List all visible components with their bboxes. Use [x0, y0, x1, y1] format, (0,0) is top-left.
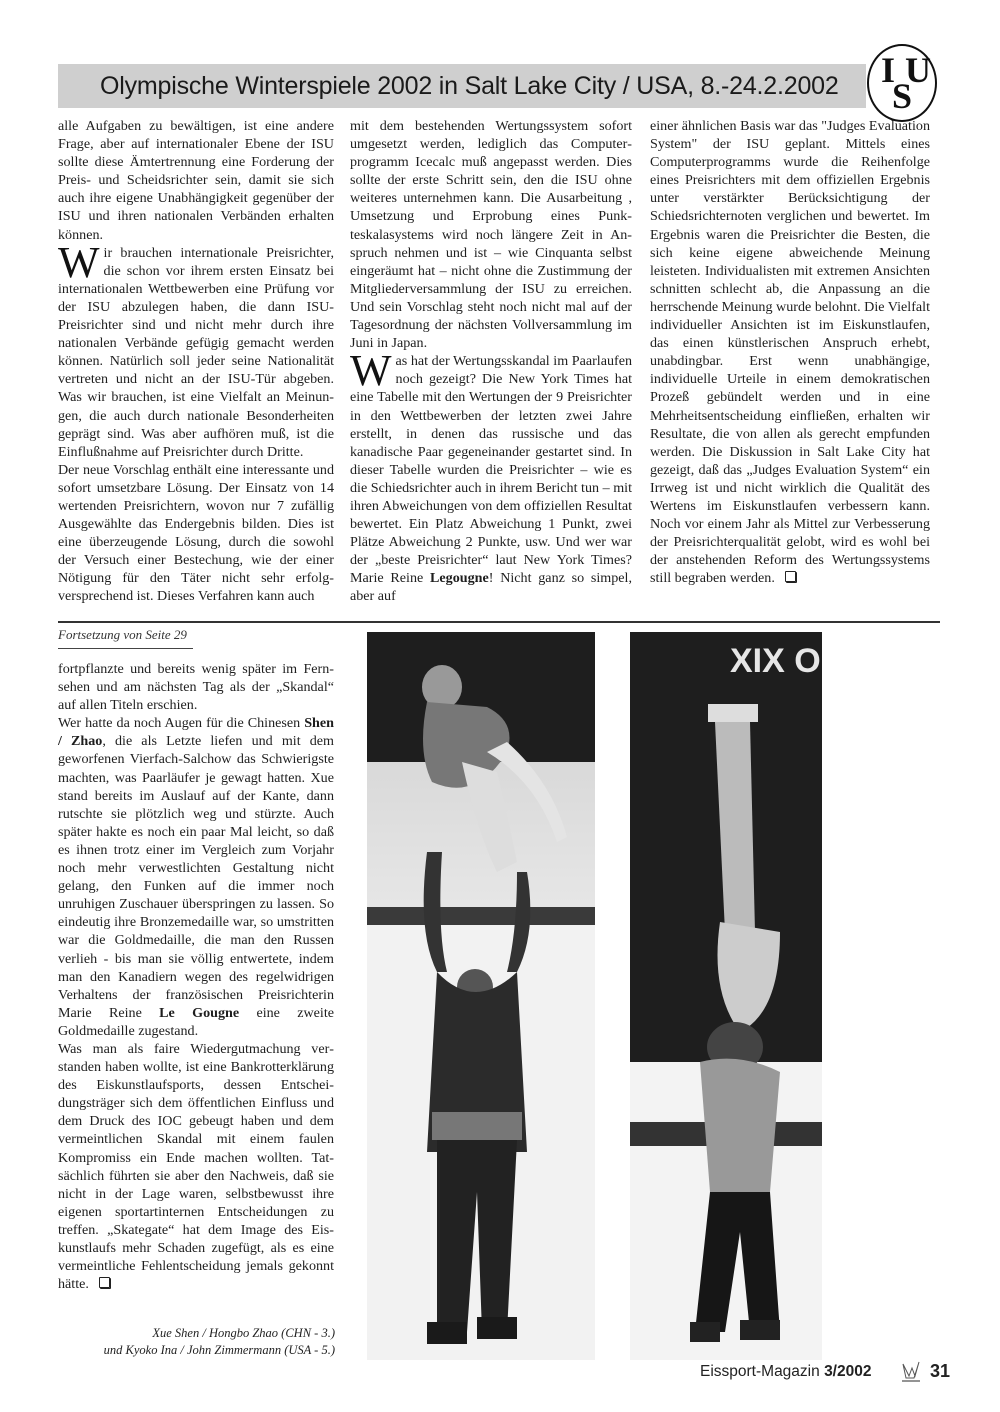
caption-line: und Kyoko Ina / John Zimmermann (USA - 5.): [103, 1343, 335, 1357]
paragraph-text: Wer hatte da noch Augen für die Chinesen: [58, 715, 305, 732]
paragraph: mit dem bestehenden Wertungssystem sofort umgesetzt werden, lediglich das Computerprogramm Icecalc muß angepasst werden. Dies sollte der erste Schritt sein, den die ISU ohne weiteres unternehmen kann. Die Ausarbeitung , Umsetzung und Erprobung eines Punkteskalasystems wird noch längere Zeit in Anspruch nehmen und ist – wie Cinquanta selbst eingeräumt hat – nicht ohne die Zustimmung der Mitgliederversammlung der ISU zu erreichen. Und sein Vorschlag steht noch nicht mal auf der Tagesordnung der nächsten Vollversammlung im Juni in Japan.: [350, 118, 632, 352]
paragraph: [58, 714, 334, 1040]
continuation-underline: [58, 648, 193, 649]
paragraph-text: einer ähnlichen Basis war das "Judges Evaluation System" der ISU geplant. Mittels eines Computerprogramms wurde die Reihenfolge eines Preisrichters mit dem offiziellen Ergebnis unter verstärkter Berücksichtigung der Schiedsrichternoten verglichen und bewertet. Im Ergebnis waren die Preisrichter die Besten, die sich keine eigene abweichende Meinung leisteten. Individualisten mit extremen Ansichten schnitten schlecht ab, die Anpassung an die herrschende Meinung wurde belohnt. Die Vielfalt individueller Ansichten ist im Eiskunstlaufen, das einen künstlerischen Anspruch erhebt, unabdingbar. Erst wenn unabhängige, individuelle Urteile in einem demokratischen Prozeß gebündelt werden und in eine Mehrheitsentscheidung einfließen, erhalten wir Resultate, die von allen als gerecht empfunden werden. Die Diskussion in Salt Lake City hat gezeigt, daß das „Judges Evaluation System“ ein Irrweg ist und nicht wirklich die Qualität des Wertens im Eiskunstlaufen verbessern kann. Noch vor einem Jahr als Mittel zur Verbesserung der Preisrichterqualität gelobt, wird es wohl bei der anstehenden Reform des Wertungssystems still begraben werden.: [650, 118, 930, 587]
magazine-name: Eissport-Magazin: [700, 1363, 820, 1380]
page-footer: [700, 1361, 951, 1381]
article-column-1: [58, 117, 334, 606]
paragraph: [350, 346, 633, 605]
article-column-2: [350, 117, 632, 606]
photo-caption: [60, 1325, 335, 1359]
drop-cap: W: [350, 346, 392, 396]
paragraph-text: ! Nicht ganz so simpel, aber auf: [350, 570, 633, 605]
isu-logo-icon: [867, 44, 937, 122]
paragraph: [650, 117, 930, 587]
paragraph-text: eine zweite Goldmedaille zugestand.: [58, 1004, 335, 1039]
page-title: Olympische Winterspiele 2002 in Salt Lake City / USA, 8.-24.2.2002: [100, 72, 839, 100]
paragraph: [58, 1040, 334, 1293]
caption-line: Xue Shen / Hongbo Zhao (CHN - 3.): [152, 1326, 335, 1340]
paragraph-text: Was man als faire Wiedergutmachung verstanden haben wollte, ist eine Bankrotterklärung des Eiskunstlaufsports, dessen Entscheidungsträger sich dem öffentlichen Einfluss und dem Druck des IOC gebeugt haben und dem vermeintlichen Skandal mit einem faulen Kompromiss ein Ende machen wollten. Tatsächlich führten sie aber den Nachweis, daß sie nicht in der Lage waren, selbstbewusst ihre eigenen sportartinternen Entscheidungen zu treffen. „Skategate“ hat dem Image des Eiskunstlaufs mehr Schaden zugefügt, als es eine vermeintliche Fehlentscheidung jemals gekonnt hätte.: [58, 1040, 334, 1293]
continuation-column: [58, 660, 334, 1293]
photo-ina-zimmerman: [630, 632, 822, 1360]
issue-number: 3/2002: [824, 1363, 872, 1380]
logo-letter-i: I: [881, 50, 896, 90]
bold-name: Legougne: [430, 570, 489, 587]
skate-logo-icon: [900, 1360, 922, 1384]
photo-shen-zhao: [367, 632, 595, 1360]
end-of-article-icon: [785, 571, 796, 582]
continuation-label: Fortsetzung von Seite 29: [58, 627, 187, 642]
paragraph: Der neue Vorschlag enthält eine interessante und sofort umsetzbare Lösung. Der Einsatz von 14 wertenden Preisrichtern, wovon nur 7 zufällig Ausgewählte das Endergebnis bilden. Dies ist eine überzeugende Lösung, durch die sowohl der Versuch einer Bestechung, wie der einer Nötigung für den Täter nicht sehr erfolgversprechend ist. Dieses Verfahren kann auch: [58, 461, 334, 605]
photo-ina-zimmerman-image: [630, 632, 822, 1360]
paragraph: [58, 237, 334, 461]
bold-name: Le Gougne: [159, 1004, 240, 1021]
paragraph-text: , die als Letzte liefen und mit dem geworfenen Vierfach-Salchow das Schwierigste machten, was Paarläufer je gewagt hatten. Xue stand bereits im Auslauf auf der Kante, dann rutschte sie plötzlich weg und stürzte. Auch später hakte es noch ein paar Mal leicht, so daß es ihnen trotz einer im Vergleich zum Vorjahr noch mehr verwestlichten Gestaltung nicht gelang, den Funken auf die immer noch unruhigen Zuschauer überspringen zu lassen. So eindeutig ihre Bronzemedaille war, so umstritten war die Goldmedaille, die man den Russen verlieh - bis man sie völlig entwertete, indem man den Kanadiern wegen des regelwidrigen Verhaltens der französischen Preisrichterin Marie Reine: [58, 733, 334, 1021]
end-of-article-icon: [99, 1277, 110, 1288]
article-column-3: [650, 117, 930, 587]
logo-letter-u: U: [905, 50, 931, 90]
drop-cap: W: [58, 237, 100, 287]
bold-name: Shen / Zhao: [58, 715, 334, 750]
paragraph-text: as hat der Wertungsskandal im Paarlaufen noch gezeigt? Die New York Times hat eine Tabelle mit den Wertungen der 9 Preisrichter in den Wettbewerben der letzten zwei Jahre erstellt, in denen das russische und das kanadische Paar gegeneinander gestartet sind. In dieser Tabelle wurden die Preisrichter – wie es die Schiedsrichter auch in ihrem Bericht tun – mit ihren Abweichungen von dem offiziellen Resultat bewertet. Ein Platz Abweichung 1 Punkt, zwei Plätze Abweichung 2 Punkte, usw. Und wer war der „beste Preisrichter“ laut New York Times? Marie Reine: [350, 353, 632, 587]
paragraph-text: ir brauchen internationale Preisrichter, die schon vor ihrem ersten Einsatz bei internationalen Wettbewerben eine Prüfung vor der ISU abzulegen haben, die dann ISU-Preisrichter sind und nicht mehr durch ihre nationalen Verbände gefügig gemacht werden können. Natürlich soll jeder seine Nationalität vertreten und nicht an der ISU-Tür abgeben. Was wir brauchen, ist eine Vielfalt an Meinungen, die auch durch nationale Besonderheiten geprägt sind. Was aber aufhören muß, ist die Einflußnahme auf Preisrichter durch Dritte.: [58, 244, 334, 460]
paragraph: alle Aufgaben zu bewältigen, ist eine andere Frage, aber auf internationaler Ebene der ISU sollte diese Ämtertrennung eine Forderung der Preis- und Scheidsrichter sein, damit sie sich auch ihre eigene Unabhängigkeit gegenüber der ISU und ihren nationalen Verbänden erhalten können.: [58, 118, 334, 243]
arena-banner-text: XIX O: [730, 642, 821, 680]
photo-shen-zhao-image: [367, 632, 595, 1360]
paragraph: fortpflanzte und bereits wenig später im Fernsehen und am nächsten Tag als der „Skandal“ auf allen Titeln erschien.: [58, 661, 334, 714]
logo-letter-s: S: [892, 76, 913, 116]
page-number: 31: [930, 1361, 951, 1381]
section-divider: [58, 621, 940, 623]
